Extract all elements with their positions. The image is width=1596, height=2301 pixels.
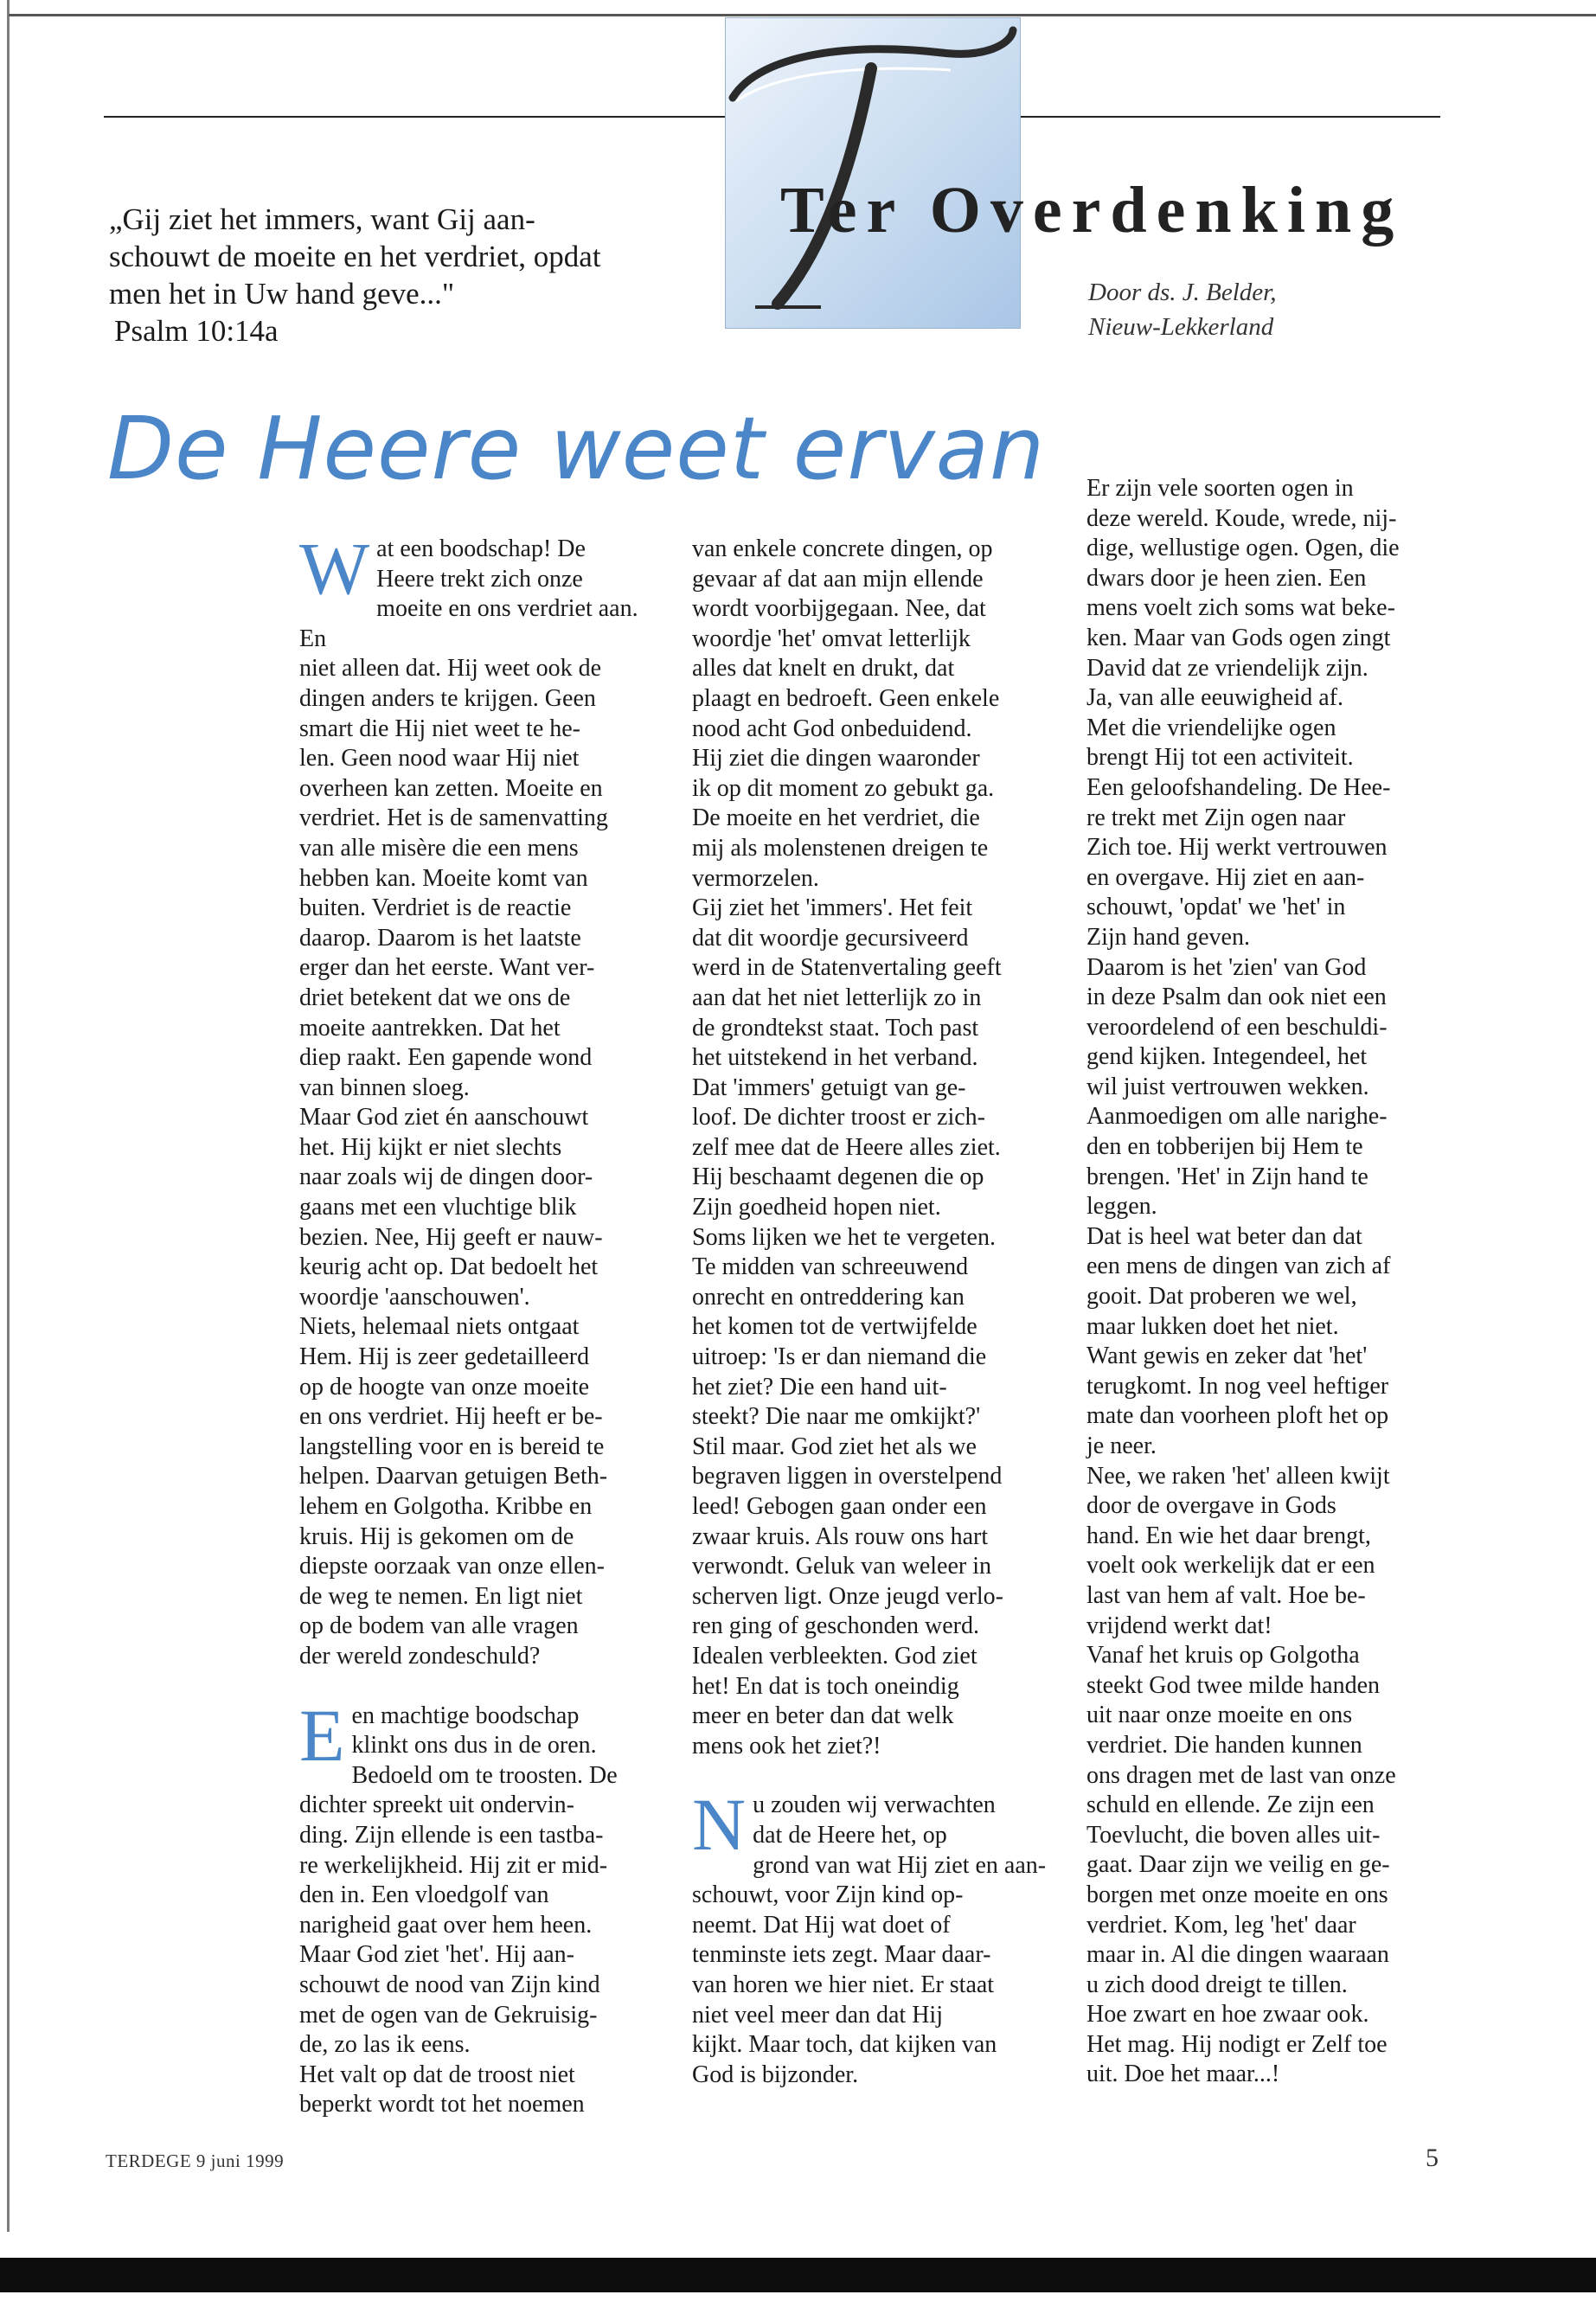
text-line: Hoe zwart en hoe zwaar ook. (1086, 2001, 1369, 2029)
text-line: maar lukken doet het niet. (1086, 1312, 1339, 1340)
text-line: ding. Zijn ellende is een tastba- (299, 1821, 604, 1849)
text-line: gaans met een vluchtige blik (299, 1194, 577, 1221)
text-line: steekt God twee milde handen (1086, 1671, 1381, 1699)
text-line: diep raakt. Een gapende wond (299, 1044, 593, 1072)
text-line: Er zijn vele soorten ogen in (1086, 475, 1354, 502)
text-line: smart die Hij niet weet te he- (299, 715, 580, 742)
paragraph (1086, 1222, 1450, 1462)
text-line: Hij beschaamt degenen die op (692, 1163, 984, 1191)
text-line: verdriet. Kom, leg 'het' daar (1086, 1911, 1356, 1939)
text-line: hand. En wie het daar brengt, (1086, 1522, 1371, 1549)
text-line: de grondtekst staat. Toch past (692, 1014, 979, 1042)
text-line: voelt ook werkelijk dat er een (1086, 1552, 1375, 1580)
footer-publication: TERDEGE 9 juni 1999 (106, 2150, 285, 2171)
text-line: zwaar kruis. Als rouw ons hart (692, 1522, 989, 1550)
drop-cap: N (692, 1783, 747, 1867)
text-line: Idealen verbleekten. God ziet (692, 1642, 977, 1670)
text-line: daarop. Daarom is het laatste (299, 924, 581, 952)
text-line: moeite aantrekken. Dat het (299, 1014, 561, 1042)
text-line: en ons verdriet. Hij heeft er be- (299, 1403, 603, 1431)
text-line: Nee, we raken 'het' alleen kwijt (1086, 1462, 1390, 1490)
text-line: op de bodem van alle vragen (299, 1612, 579, 1640)
text-line: alles dat knelt en drukt, dat (692, 655, 955, 683)
text-line: dwars door je heen zien. Een (1086, 564, 1367, 592)
paragraph (299, 527, 645, 1103)
text-line: De moeite en het verdriet, die (692, 804, 980, 832)
text-line: wil juist vertrouwen wekken. (1086, 1073, 1369, 1100)
text-line: Hij ziet die dingen waaronder (692, 745, 980, 772)
text-line: kijkt. Maar toch, dat kijken van (692, 2031, 997, 2059)
paragraph (1086, 953, 1450, 1222)
text-line: gevaar af dat aan mijn ellende (692, 565, 984, 593)
text-line: uit. Doe het maar...! (1086, 2061, 1280, 2088)
text-line: loof. De dichter troost er zich- (692, 1104, 985, 1131)
text-line: aan dat het niet letterlijk zo in (692, 984, 982, 1011)
text-line: Zijn goedheid hopen niet. (692, 1194, 941, 1221)
text-line: schouwt de nood van Zijn kind (299, 1971, 600, 1998)
text-line: Dat 'immers' getuigt van ge- (692, 1074, 966, 1101)
paragraph (1086, 474, 1450, 953)
text-line: erger dan het eerste. Want ver- (299, 954, 595, 982)
text-line: naar zoals wij de dingen door- (299, 1163, 593, 1191)
quote-line: schouwt de moeite en het verdriet, opdat (109, 240, 601, 273)
text-line: Stil maar. God ziet het als we (692, 1433, 977, 1460)
paragraph (1086, 1641, 1450, 2090)
text-line: klinkt ons dus in de oren. (351, 1732, 597, 1759)
header-rule-right (1019, 116, 1440, 118)
text-line: meer en beter dan dat welk (692, 1702, 954, 1730)
text-line: terugkomt. In nog veel heftiger (1086, 1372, 1389, 1400)
text-line: het! En dat is toch oneindig (692, 1672, 959, 1700)
text-line: den en tobberijen bij Hem te (1086, 1133, 1363, 1161)
text-line: in deze Psalm dan ook niet een (1086, 984, 1387, 1011)
text-line: mij als molenstenen dreigen te (692, 834, 989, 862)
top-border (9, 14, 1596, 16)
text-line: helpen. Daarvan getuigen Beth- (299, 1463, 608, 1490)
paragraph (692, 894, 1047, 1761)
text-line: dichter spreekt uit ondervin- (299, 1791, 575, 1819)
text-line: werd in de Statenvertaling geeft (692, 954, 1002, 982)
text-line: dingen anders te krijgen. Geen (299, 684, 596, 712)
text-line: Dat is heel wat beter dan dat (1086, 1222, 1362, 1250)
text-line: Het mag. Hij nodigt er Zelf toe (1086, 2030, 1388, 2058)
text-line: len. Geen nood waar Hij niet (299, 745, 580, 772)
text-line: u zouden wij verwachten (753, 1791, 996, 1819)
paragraph (692, 535, 1047, 894)
text-line: en overgave. Hij ziet en aan- (1086, 863, 1365, 891)
text-line: nood acht God onbeduidend. (692, 715, 972, 742)
text-line: je neer. (1086, 1433, 1157, 1459)
text-line: u zich dood dreigt te tillen. (1086, 1971, 1348, 1998)
text-line: het uitstekend in het verband. (692, 1044, 978, 1072)
text-line: driet betekent dat we ons de (299, 984, 571, 1011)
text-line: Daarom is het 'zien' van God (1086, 953, 1367, 981)
text-line: schuld en ellende. Ze zijn een (1086, 1791, 1375, 1819)
text-line: Hem. Hij is zeer gedetailleerd (299, 1343, 590, 1371)
text-line: verwondt. Geluk van weleer in (692, 1553, 991, 1580)
text-line: ken. Maar van Gods ogen zingt (1086, 624, 1391, 651)
text-line: gooit. Dat proberen we wel, (1086, 1283, 1357, 1311)
byline (1088, 275, 1276, 344)
text-line: ren ging of geschonden werd. (692, 1612, 980, 1640)
text-line: neemt. Dat Hij wat doet of (692, 1911, 951, 1939)
text-line: brengen. 'Het' in Zijn hand te (1086, 1163, 1368, 1190)
paragraph-group (692, 1783, 1047, 2090)
text-line: de, zo las ik eens. (299, 2031, 471, 2059)
paragraph (299, 1312, 645, 1671)
text-line: Zijn hand geven. (1086, 923, 1250, 951)
text-line: at een boodschap! De (376, 535, 586, 562)
text-line: deze wereld. Koude, wrede, nij- (1086, 504, 1397, 532)
text-line: tenminste iets zegt. Maar daar- (692, 1941, 991, 1969)
text-line: diepste oorzaak van onze ellen- (299, 1553, 605, 1580)
text-line: moeite en ons verdriet aan. En (299, 595, 638, 652)
text-line: niet veel meer dan dat Hij (692, 2001, 943, 2029)
text-line: ons dragen met de last van onze (1086, 1761, 1396, 1789)
text-line: veroordelend of een beschuldi- (1086, 1013, 1388, 1041)
text-line: re trekt met Zijn ogen naar (1086, 804, 1346, 831)
page-number: 5 (1426, 2144, 1439, 2172)
text-line: mate dan voorheen ploft het op (1086, 1402, 1389, 1430)
text-line: uit naar onze moeite en ons (1086, 1702, 1353, 1729)
column-title: Ter Overdenking (780, 174, 1404, 247)
text-line: David dat ze vriendelijk zijn. (1086, 654, 1368, 682)
text-line: uitroep: 'Is er dan niemand die (692, 1343, 987, 1371)
text-line: scherven ligt. Onze jeugd verlo- (692, 1582, 1003, 1610)
text-line: mens ook het ziet?! (692, 1732, 881, 1759)
text-line: woordje 'aanschouwen'. (299, 1283, 530, 1311)
text-line: vermorzelen. (692, 864, 819, 892)
text-line: dat de Heere het, op (753, 1821, 947, 1849)
text-line: Met die vriendelijke ogen (1086, 714, 1336, 741)
text-line: beperkt wordt tot het noemen (299, 2091, 585, 2118)
text-line: het komen tot de vertwijfelde (692, 1313, 977, 1341)
article-column-2 (692, 535, 1047, 2090)
text-line: van horen we hier niet. Er staat (692, 1971, 995, 1998)
text-line: gaat. Daar zijn we veilig en ge- (1086, 1851, 1390, 1879)
text-line: het ziet? Die een hand uit- (692, 1373, 947, 1400)
text-line: een mens de dingen van zich af (1086, 1253, 1391, 1280)
text-line: wordt voorbijgegaan. Nee, dat (692, 595, 986, 623)
text-line: grond van wat Hij ziet en aan- (753, 1851, 1047, 1879)
text-line: lehem en Golgotha. Kribbe en (299, 1493, 593, 1520)
text-line: van enkele concrete dingen, op (692, 535, 993, 562)
text-line: God is bijzonder. (692, 2061, 859, 2088)
quote-line: „Gij ziet het immers, want Gij aan- (109, 202, 535, 236)
text-line: der wereld zondeschuld? (299, 1642, 541, 1670)
text-line: verdriet. Het is de samenvatting (299, 804, 608, 832)
scripture-quote (109, 201, 663, 349)
text-line: begraven liggen in overstelpend (692, 1463, 1003, 1490)
text-line: Het valt op dat de troost niet (299, 2061, 575, 2088)
text-line: Ja, van alle eeuwigheid af. (1086, 684, 1343, 712)
text-line: buiten. Verdriet is de reactie (299, 894, 572, 922)
text-line: verdriet. Die handen kunnen (1086, 1731, 1362, 1759)
text-line: plaagt en bedroeft. Geen enkele (692, 684, 1000, 712)
text-line: Vanaf het kruis op Golgotha (1086, 1642, 1360, 1670)
text-line: Gij ziet het 'immers'. Het feit (692, 894, 973, 922)
text-line: vrijdend werkt dat! (1086, 1612, 1272, 1639)
text-line: Maar God ziet én aanschouwt (299, 1104, 589, 1131)
text-line: last van hem af valt. Hoe be- (1086, 1581, 1366, 1609)
text-line: leed! Gebogen gaan onder een (692, 1493, 987, 1520)
text-line: dat dit woordje gecursiveerd (692, 924, 969, 952)
bottom-bar (0, 2258, 1596, 2292)
byline-author: Door ds. J. Belder, (1088, 279, 1277, 306)
text-line: van alle misère die een mens (299, 834, 579, 862)
text-line: maar in. Al die dingen waaraan (1086, 1941, 1389, 1969)
text-line: van binnen sloeg. (299, 1074, 470, 1101)
text-line: Aanmoedigen om alle narighe- (1086, 1103, 1388, 1131)
quote-reference: Psalm 10:14a (114, 314, 279, 348)
article-column-1 (299, 527, 645, 2120)
text-line: dige, wellustige ogen. Ogen, die (1086, 535, 1400, 562)
text-line: mens voelt zich soms wat beke- (1086, 594, 1395, 622)
text-line: Maar God ziet 'het'. Hij aan- (299, 1941, 574, 1969)
text-line: ik op dit moment zo gebukt ga. (692, 774, 995, 802)
text-line: Want gewis en zeker dat 'het' (1086, 1343, 1368, 1370)
drop-cap: E (299, 1693, 345, 1777)
text-line: de weg te nemen. En ligt niet (299, 1582, 583, 1610)
byline-place: Nieuw-Lekkerland (1088, 313, 1274, 341)
text-line: steekt? Die naar me omkijkt?' (692, 1403, 981, 1431)
text-line: langstelling voor en is bereid te (299, 1433, 605, 1460)
paragraph (299, 1103, 645, 1312)
paragraph (299, 2061, 645, 2120)
text-line: Toevlucht, die boven alles uit- (1086, 1821, 1381, 1849)
drop-cap: W (299, 527, 370, 610)
text-line: kruis. Hij is gekomen om de (299, 1522, 574, 1550)
text-line: woordje 'het' omvat letterlijk (692, 625, 971, 652)
text-line: Zich toe. Hij werkt vertrouwen (1086, 834, 1388, 862)
paragraph-group (299, 1693, 645, 2061)
text-line: hebben kan. Moeite komt van (299, 864, 588, 892)
article-headline: De Heere weet ervan (107, 398, 1046, 499)
text-line: Bedoeld om te troosten. De (351, 1761, 618, 1789)
text-line: door de overgave in Gods (1086, 1492, 1336, 1520)
text-line: re werkelijkheid. Hij zit er mid- (299, 1851, 608, 1879)
paragraph (1086, 1462, 1450, 1642)
text-line: bezien. Nee, Hij geeft er nauw- (299, 1223, 603, 1251)
text-line: leggen. (1086, 1193, 1157, 1221)
text-line: den in. Een vloedgolf van (299, 1881, 549, 1909)
text-line: Niets, helemaal niets ontgaat (299, 1313, 580, 1341)
text-line: Soms lijken we het te vergeten. (692, 1223, 996, 1251)
text-line: Een geloofshandeling. De Hee- (1086, 773, 1391, 801)
text-line: op de hoogte van onze moeite (299, 1373, 590, 1400)
text-line: gend kijken. Integendeel, het (1086, 1043, 1368, 1071)
text-line: borgen met onze moeite en ons (1086, 1881, 1388, 1908)
text-line: Heere trekt zich onze (376, 565, 583, 593)
text-line: brengt Hij tot een activiteit. (1086, 744, 1354, 772)
paragraph (299, 1693, 645, 2061)
quote-line: men het in Uw hand geve..." (109, 277, 455, 311)
text-line: onrecht en ontreddering kan (692, 1283, 965, 1311)
text-line: zelf mee dat de Heere alles ziet. (692, 1133, 1001, 1161)
article-column-3 (1086, 474, 1450, 2090)
text-line: Te midden van schreeuwend (692, 1253, 969, 1281)
text-line: niet alleen dat. Hij weet ook de (299, 655, 602, 683)
header-rule-left (104, 116, 725, 118)
page-edge (7, 0, 10, 2232)
text-line: overheen kan zetten. Moeite en (299, 774, 603, 802)
text-line: schouwt, 'opdat' we 'het' in (1086, 894, 1346, 921)
text-line: keurig acht op. Dat bedoelt het (299, 1253, 599, 1281)
text-line: narigheid gaat over hem heen. (299, 1911, 593, 1939)
text-line: schouwt, voor Zijn kind op- (692, 1881, 964, 1909)
text-line: het. Hij kijkt er niet slechts (299, 1133, 562, 1161)
text-line: en machtige boodschap (351, 1702, 580, 1729)
text-line: met de ogen van de Gekruisig- (299, 2001, 598, 2029)
